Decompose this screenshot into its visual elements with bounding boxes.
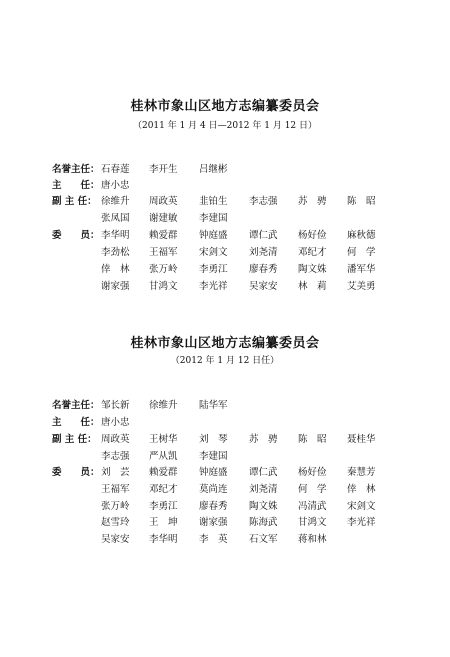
member-name: 廖春秀 [249,264,278,275]
member-name: 王树华 [149,434,178,445]
role-director: 主 任： [52,417,100,428]
member-name: 赵雪玲 [101,517,130,528]
member-name: 周政英 [149,196,178,207]
member-name: 吴家安 [101,534,130,545]
member-name: 严从凯 [149,451,178,462]
member-name: 唐小忠 [101,180,130,191]
role-deputy-director: 副 主 任： [52,434,97,445]
member-name: 吕继彬 [199,164,228,175]
member-name: 刘尧清 [249,247,278,258]
member-name: 冯清武 [298,501,327,512]
member-name: 张万岭 [149,264,178,275]
roster-row [0,161,450,175]
member-name: 刘 琴 [199,434,228,445]
roster-row [0,464,450,478]
member-name: 唐小忠 [101,417,130,428]
roster-row [0,177,450,191]
roster-row [0,531,450,545]
member-name: 邹长新 [101,400,130,411]
role-honorary-director: 名誉主任： [52,164,100,175]
roster-row [0,261,450,275]
member-name: 谢建敏 [149,213,178,224]
member-name: 宋剑文 [347,501,376,512]
member-name: 钟庭盛 [199,230,228,241]
member-name: 李光祥 [347,517,376,528]
member-name: 李华明 [101,230,130,241]
member-name: 秦慧芳 [347,467,376,478]
member-name: 李光祥 [199,281,228,292]
member-name: 李劲松 [101,247,130,258]
role-honorary-director: 名誉主任： [52,400,100,411]
member-name: 王福军 [101,484,130,495]
member-name: 谭仁武 [249,230,278,241]
member-name: 杨好俭 [298,467,327,478]
member-name: 陶文姝 [249,501,278,512]
member-name: 廖春秀 [199,501,228,512]
member-name: 石春莲 [101,164,130,175]
member-name: 陶文姝 [298,264,327,275]
member-name: 谢家强 [101,281,130,292]
member-name: 艾美勇 [347,281,376,292]
member-name: 何 学 [347,247,376,258]
member-name: 钟庭盛 [199,467,228,478]
member-name: 杨好俭 [298,230,327,241]
member-name: 甘鸿文 [298,517,327,528]
member-name: 麻秋德 [347,230,376,241]
member-name: 陈 昭 [298,434,327,445]
member-name: 陆华军 [199,400,228,411]
roster-row [0,227,450,241]
member-name: 徐维升 [149,400,178,411]
member-name: 周政英 [101,434,130,445]
member-name: 陈 昭 [347,196,376,207]
member-name: 吴家安 [249,281,278,292]
member-name: 谭仁武 [249,467,278,478]
member-name: 李勇江 [199,264,228,275]
member-name: 刘尧清 [249,484,278,495]
roster-row [0,431,450,445]
member-name: 甘鸿文 [149,281,178,292]
member-name: 赖爱群 [149,230,178,241]
member-name: 王 坤 [149,517,178,528]
member-name: 李志强 [249,196,278,207]
member-name: 王福军 [149,247,178,258]
role-director: 主 任： [52,180,100,191]
member-name: 赖爱群 [149,467,178,478]
member-name: 韭铂生 [199,196,228,207]
member-name: 宋剑文 [199,247,228,258]
roster-row [0,481,450,495]
member-name: 谢家强 [199,517,228,528]
roster-row [0,514,450,528]
member-name: 林 莉 [298,281,327,292]
member-name: 李开生 [149,164,178,175]
roster-row [0,397,450,411]
committee-term: （2011 年 1 月 4 日—2012 年 1 月 12 日） [132,121,318,131]
member-name: 李 英 [199,534,228,545]
member-name: 徐维升 [101,196,130,207]
member-name: 倖 林 [347,484,376,495]
member-name: 邓纪才 [149,484,178,495]
member-name: 苏 骋 [298,196,327,207]
roster-row [0,414,450,428]
member-name: 李建国 [199,213,228,224]
role-member: 委 员： [52,467,100,478]
roster-row [0,210,450,224]
member-name: 李华明 [149,534,178,545]
member-name: 李勇江 [149,501,178,512]
member-name: 李建国 [199,451,228,462]
role-member: 委 员： [52,230,100,241]
roster-row [0,244,450,258]
member-name: 蒋和林 [298,534,327,545]
member-name: 石文军 [249,534,278,545]
roster-row [0,448,450,462]
member-name: 陈海武 [249,517,278,528]
roster-row [0,193,450,207]
member-name: 聂桂华 [347,434,376,445]
committee-title: 桂林市象山区地方志编纂委员会 [130,99,320,114]
committee-term: （2012 年 1 月 12 日任） [170,356,280,366]
member-name: 莫尚连 [199,484,228,495]
member-name: 苏 骋 [249,434,278,445]
member-name: 张凤国 [101,213,130,224]
roster-row [0,278,450,292]
member-name: 潘军华 [347,264,376,275]
role-deputy-director: 副 主 任： [52,196,97,207]
member-name: 邓纪才 [298,247,327,258]
roster-row [0,498,450,512]
member-name: 何 学 [298,484,327,495]
member-name: 张万岭 [101,501,130,512]
member-name: 刘 芸 [101,467,130,478]
member-name: 李志强 [101,451,130,462]
member-name: 倖 林 [101,264,130,275]
committee-title: 桂林市象山区地方志编纂委员会 [130,336,320,351]
